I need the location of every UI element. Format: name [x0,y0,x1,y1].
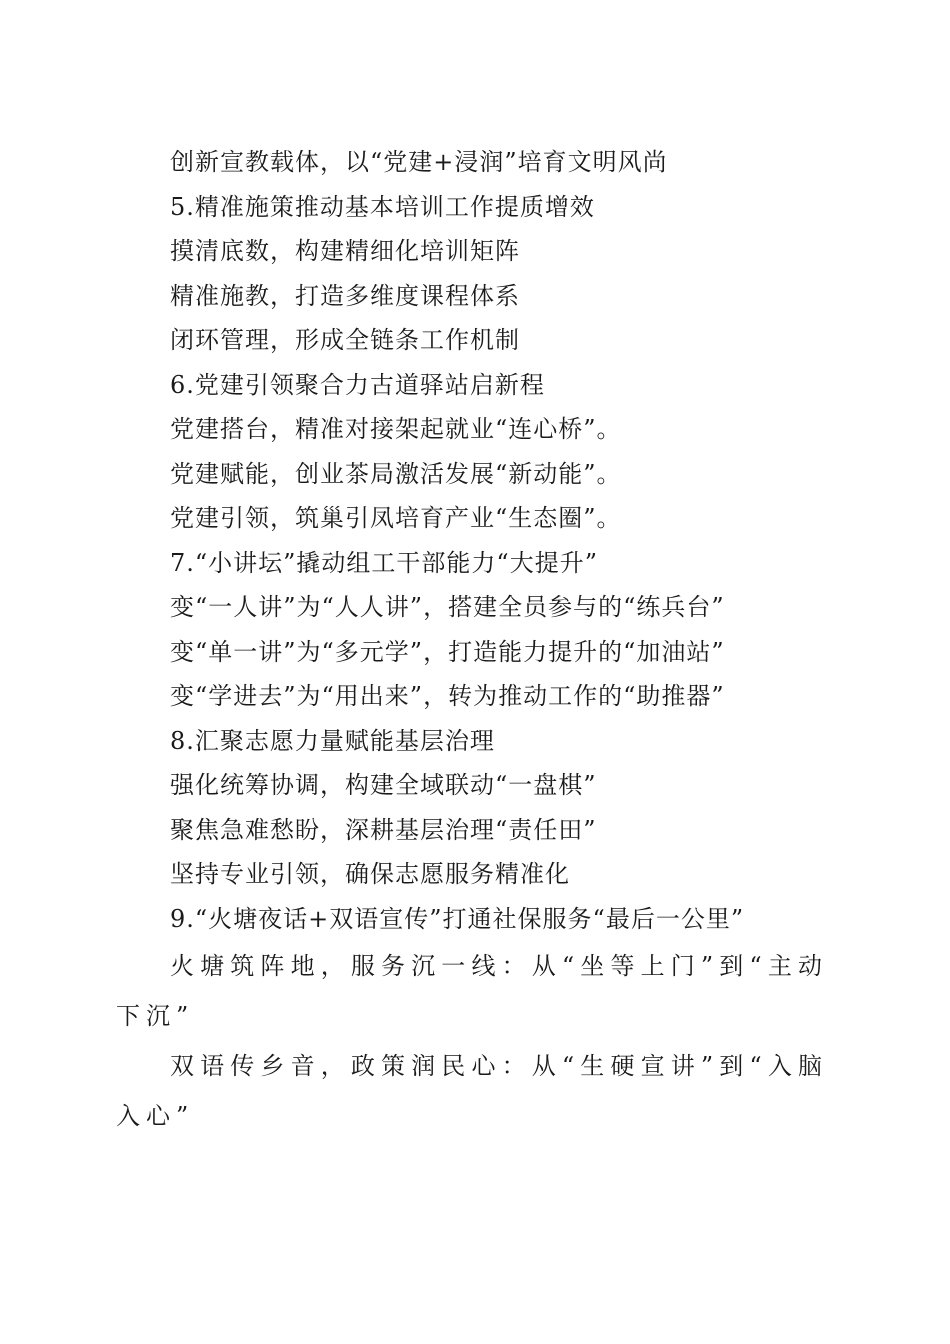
text-line: 精准施教，打造多维度课程体系 [170,281,520,310]
wrapped-paragraph: 火塘筑阵地，服务沉一线：从“坐等上门”到“主动下沉” [116,952,828,1030]
text-line: 变“学进去”为“用出来”，转为推动工作的“助推器” [170,682,725,710]
section-heading: 8.汇聚志愿力量赋能基层治理 [170,726,495,755]
text-line: 变“一人讲”为“人人讲”，搭建全员参与的“练兵台” [170,593,725,621]
text-line: 创新宣教载体，以“党建+浸润”培育文明风尚 [170,148,668,176]
text-line: 党建赋能，创业茶局激活发展“新动能”。 [170,459,622,488]
section-heading: 6.党建引领聚合力古道驿站启新程 [170,370,545,399]
text-line: 党建引领，筑巢引凤培育产业“生态圈”。 [170,504,622,532]
text-line: 摸清底数，构建精细化培训矩阵 [170,237,520,265]
document-body [116,140,828,1141]
text-line: 坚持专业引领，确保志愿服务精准化 [170,860,570,888]
section-heading: 9.“火塘夜话+双语宣传”打通社保服务“最后一公里” [170,904,745,933]
text-line: 聚焦急难愁盼，深耕基层治理“责任田” [170,815,597,844]
text-line: 党建搭台，精准对接架起就业“连心桥”。 [170,415,622,443]
text-line: 变“单一讲”为“多元学”，打造能力提升的“加油站” [170,637,725,666]
section-heading: 5.精准施策推动基本培训工作提质增效 [170,192,595,221]
text-line: 强化统筹协调，构建全域联动“一盘棋” [170,771,597,799]
wrapped-paragraph: 双语传乡音，政策润民心：从“生硬宣讲”到“入脑入心” [116,1052,828,1130]
section-heading: 7.“小讲坛”撬动组工干部能力“大提升” [170,548,598,577]
text-line: 闭环管理，形成全链条工作机制 [170,326,520,354]
